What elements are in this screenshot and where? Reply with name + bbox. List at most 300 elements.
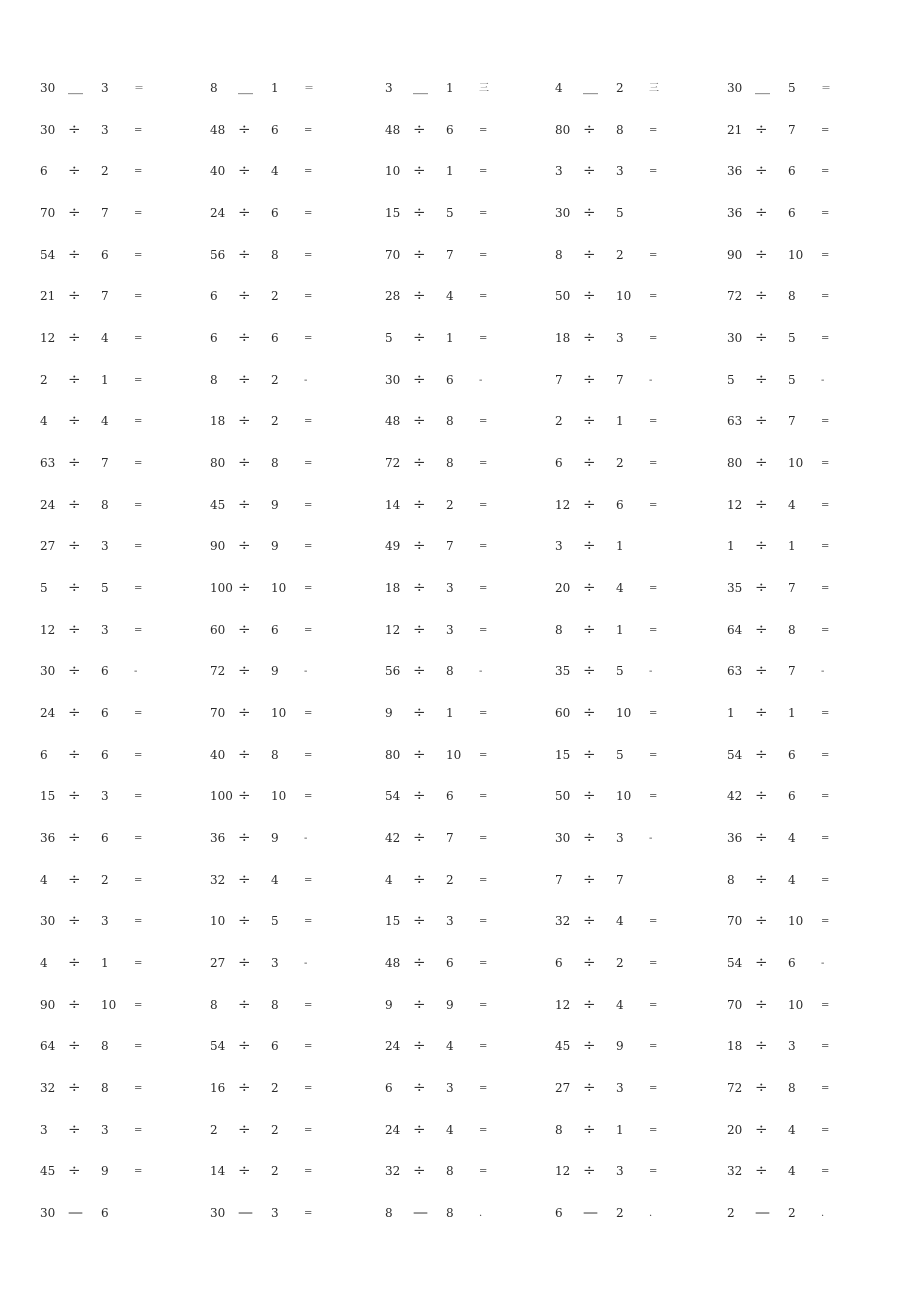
dividend: 9 <box>385 998 393 1012</box>
equals-sign: = <box>649 1000 658 1011</box>
equals-sign: = <box>479 416 488 427</box>
divisor: 6 <box>101 1206 109 1220</box>
dividend: 90 <box>40 998 56 1012</box>
equals-sign: = <box>134 875 143 886</box>
dividend: 35 <box>555 664 571 678</box>
divisor: 5 <box>271 914 279 928</box>
divisor: 6 <box>446 123 454 137</box>
operator: ÷ <box>413 786 426 804</box>
divisor: 5 <box>101 581 109 595</box>
divisor: 6 <box>271 1039 279 1053</box>
operator: ÷ <box>68 828 81 846</box>
equals-sign: = <box>304 250 313 261</box>
operator: ÷ <box>413 828 426 846</box>
equals-sign: = <box>479 333 488 344</box>
operator: ÷ <box>755 161 768 179</box>
operator: ＿ <box>755 78 771 96</box>
equals-sign: = <box>134 291 143 302</box>
equals-sign: = <box>479 500 488 511</box>
equals-sign: = <box>479 833 488 844</box>
operator: ÷ <box>755 828 768 846</box>
equals-sign: = <box>649 250 658 261</box>
equals-sign: - <box>649 375 653 386</box>
dividend: 27 <box>555 1081 571 1095</box>
equals-sign: = <box>821 1083 830 1094</box>
dividend: 6 <box>210 331 218 345</box>
dividend: 54 <box>727 956 743 970</box>
divisor: 7 <box>788 664 796 678</box>
equals-sign: = <box>821 583 830 594</box>
operator: ÷ <box>583 953 596 971</box>
operator: ÷ <box>755 703 768 721</box>
dividend: 3 <box>40 1123 48 1137</box>
dividend: 45 <box>40 1164 56 1178</box>
dividend: 30 <box>40 81 56 95</box>
divisor: 3 <box>616 1164 624 1178</box>
operator: ÷ <box>583 995 596 1013</box>
operator: ÷ <box>68 1078 81 1096</box>
dividend: 8 <box>727 873 735 887</box>
equals-sign: - <box>304 833 308 844</box>
operator: ÷ <box>413 1036 426 1054</box>
divisor: 2 <box>788 1206 796 1220</box>
operator: ÷ <box>755 1161 768 1179</box>
dividend: 3 <box>385 81 393 95</box>
operator: ÷ <box>238 1036 251 1054</box>
equals-sign: = <box>134 541 143 552</box>
operator: ÷ <box>413 120 426 138</box>
operator: ÷ <box>583 828 596 846</box>
divisor: 6 <box>101 706 109 720</box>
equals-sign: = <box>821 541 830 552</box>
divisor: 7 <box>446 539 454 553</box>
operator: ÷ <box>583 453 596 471</box>
equals-sign: = <box>479 916 488 927</box>
equals-sign: = <box>479 1000 488 1011</box>
equals-sign: = <box>304 291 313 302</box>
operator: ÷ <box>755 953 768 971</box>
equals-sign: = <box>821 458 830 469</box>
operator: ÷ <box>583 370 596 388</box>
divisor: 1 <box>616 1123 624 1137</box>
operator: ÷ <box>583 911 596 929</box>
divisor: 6 <box>446 373 454 387</box>
divisor: 1 <box>446 331 454 345</box>
operator: ÷ <box>583 870 596 888</box>
equals-sign: = <box>304 1083 313 1094</box>
divisor: 7 <box>101 456 109 470</box>
equals-sign: = <box>649 458 658 469</box>
divisor: 6 <box>101 248 109 262</box>
equals-sign: = <box>649 1125 658 1136</box>
dividend: 50 <box>555 789 571 803</box>
divisor: 1 <box>446 164 454 178</box>
operator: ÷ <box>238 411 251 429</box>
equals-sign: . <box>649 1208 653 1219</box>
operator: ÷ <box>583 1161 596 1179</box>
dividend: 30 <box>555 206 571 220</box>
equals-sign: = <box>821 208 830 219</box>
dividend: 10 <box>385 164 401 178</box>
dividend: 40 <box>210 748 226 762</box>
equals-sign: = <box>134 500 143 511</box>
operator: ÷ <box>413 1120 426 1138</box>
operator: ÷ <box>755 1120 768 1138</box>
equals-sign: = <box>304 500 313 511</box>
operator: ÷ <box>583 495 596 513</box>
equals-sign: - <box>821 375 825 386</box>
dividend: 54 <box>210 1039 226 1053</box>
operator: ÷ <box>583 786 596 804</box>
divisor: 8 <box>446 664 454 678</box>
dividend: 30 <box>40 664 56 678</box>
dividend: 12 <box>555 998 571 1012</box>
divisor: 4 <box>271 873 279 887</box>
dividend: 10 <box>210 914 226 928</box>
divisor: 10 <box>101 998 117 1012</box>
operator: — <box>238 1203 253 1221</box>
divisor: 3 <box>271 1206 279 1220</box>
dividend: 63 <box>727 664 743 678</box>
divisor: 8 <box>446 414 454 428</box>
dividend: 24 <box>40 498 56 512</box>
equals-sign: = <box>821 1000 830 1011</box>
divisor: 10 <box>788 914 804 928</box>
operator: ÷ <box>583 245 596 263</box>
operator: ÷ <box>583 411 596 429</box>
divisor: 3 <box>101 81 109 95</box>
divisor: 4 <box>616 998 624 1012</box>
dividend: 36 <box>210 831 226 845</box>
divisor: 8 <box>101 1081 109 1095</box>
dividend: 2 <box>210 1123 218 1137</box>
dividend: 8 <box>385 1206 393 1220</box>
divisor: 9 <box>101 1164 109 1178</box>
divisor: 2 <box>446 873 454 887</box>
divisor: 6 <box>101 664 109 678</box>
operator: ÷ <box>68 911 81 929</box>
equals-sign: = <box>479 166 488 177</box>
dividend: 48 <box>210 123 226 137</box>
operator: ÷ <box>755 328 768 346</box>
operator: ÷ <box>755 786 768 804</box>
dividend: 15 <box>555 748 571 762</box>
equals-sign: . <box>821 1208 825 1219</box>
dividend: 5 <box>385 331 393 345</box>
dividend: 2 <box>727 1206 735 1220</box>
operator: ÷ <box>68 495 81 513</box>
divisor: 2 <box>271 289 279 303</box>
dividend: 80 <box>210 456 226 470</box>
dividend: 30 <box>555 831 571 845</box>
equals-sign: = <box>479 1041 488 1052</box>
operator: — <box>583 1203 598 1221</box>
operator: ÷ <box>238 745 251 763</box>
operator: ÷ <box>238 203 251 221</box>
equals-sign: . <box>479 1208 483 1219</box>
divisor: 5 <box>616 748 624 762</box>
equals-sign: = <box>649 750 658 761</box>
dividend: 27 <box>210 956 226 970</box>
operator: ÷ <box>238 786 251 804</box>
dividend: 100 <box>210 789 233 803</box>
dividend: 45 <box>210 498 226 512</box>
operator: ÷ <box>755 911 768 929</box>
dividend: 50 <box>555 289 571 303</box>
divisor: 3 <box>446 914 454 928</box>
dividend: 64 <box>727 623 743 637</box>
equals-sign: = <box>134 916 143 927</box>
dividend: 12 <box>40 623 56 637</box>
dividend: 30 <box>40 123 56 137</box>
operator: — <box>755 1203 770 1221</box>
equals-sign: = <box>304 583 313 594</box>
dividend: 54 <box>40 248 56 262</box>
dividend: 72 <box>727 289 743 303</box>
equals-sign: - <box>304 666 308 677</box>
dividend: 5 <box>40 581 48 595</box>
equals-sign: = <box>649 1166 658 1177</box>
equals-sign: = <box>821 416 830 427</box>
operator: ÷ <box>68 620 81 638</box>
equals-sign: = <box>304 1125 313 1136</box>
divisor: 8 <box>271 248 279 262</box>
divisor: 4 <box>446 1039 454 1053</box>
operator: ÷ <box>583 286 596 304</box>
dividend: 18 <box>555 331 571 345</box>
divisor: 3 <box>101 1123 109 1137</box>
operator: ÷ <box>583 620 596 638</box>
equals-sign: = <box>304 1000 313 1011</box>
divisor: 7 <box>446 248 454 262</box>
operator: ÷ <box>68 1161 81 1179</box>
equals-sign: = <box>304 625 313 636</box>
operator: ÷ <box>413 328 426 346</box>
operator: ÷ <box>68 286 81 304</box>
divisor: 6 <box>446 789 454 803</box>
divisor: 2 <box>271 1164 279 1178</box>
divisor: 2 <box>101 873 109 887</box>
equals-sign: - <box>479 375 483 386</box>
divisor: 10 <box>788 248 804 262</box>
operator: ÷ <box>755 1078 768 1096</box>
equals-sign: = <box>649 416 658 427</box>
operator: ÷ <box>238 578 251 596</box>
divisor: 4 <box>788 1164 796 1178</box>
divisor: 9 <box>271 664 279 678</box>
equals-sign: = <box>649 333 658 344</box>
operator: ÷ <box>68 786 81 804</box>
operator: ÷ <box>238 536 251 554</box>
divisor: 6 <box>788 164 796 178</box>
operator: — <box>413 1203 428 1221</box>
equals-sign: = <box>479 291 488 302</box>
divisor: 10 <box>616 289 632 303</box>
divisor: 2 <box>616 1206 624 1220</box>
dividend: 12 <box>555 1164 571 1178</box>
operator: ÷ <box>413 870 426 888</box>
equals-sign: = <box>821 1125 830 1136</box>
divisor: 6 <box>616 498 624 512</box>
dividend: 70 <box>727 998 743 1012</box>
equals-sign: = <box>821 750 830 761</box>
equals-sign: = <box>479 250 488 261</box>
equals-sign: = <box>479 958 488 969</box>
operator: ÷ <box>413 286 426 304</box>
equals-sign: = <box>304 458 313 469</box>
divisor: 4 <box>446 1123 454 1137</box>
equals-sign: = <box>134 125 143 136</box>
dividend: 8 <box>210 81 218 95</box>
equals-sign: = <box>479 625 488 636</box>
dividend: 4 <box>385 873 393 887</box>
dividend: 30 <box>40 914 56 928</box>
operator: ÷ <box>68 995 81 1013</box>
divisor: 4 <box>101 414 109 428</box>
operator: ÷ <box>583 328 596 346</box>
divisor: 1 <box>788 539 796 553</box>
dividend: 8 <box>555 1123 563 1137</box>
operator: ÷ <box>413 1078 426 1096</box>
operator: ÷ <box>413 578 426 596</box>
divisor: 1 <box>446 706 454 720</box>
operator: ÷ <box>583 120 596 138</box>
equals-sign: = <box>479 1125 488 1136</box>
dividend: 40 <box>210 164 226 178</box>
operator: ÷ <box>755 745 768 763</box>
divisor: 6 <box>101 748 109 762</box>
dividend: 6 <box>385 1081 393 1095</box>
equals-sign: = <box>304 208 313 219</box>
divisor: 8 <box>446 1206 454 1220</box>
operator: ÷ <box>68 453 81 471</box>
operator: ÷ <box>755 1036 768 1054</box>
dividend: 16 <box>210 1081 226 1095</box>
operator: ÷ <box>238 370 251 388</box>
divisor: 7 <box>616 873 624 887</box>
equals-sign: - <box>304 958 308 969</box>
divisor: 8 <box>788 1081 796 1095</box>
equals-sign: = <box>134 791 143 802</box>
dividend: 48 <box>385 414 401 428</box>
dividend: 8 <box>210 998 218 1012</box>
operator: ÷ <box>583 1078 596 1096</box>
dividend: 36 <box>40 831 56 845</box>
operator: ÷ <box>413 661 426 679</box>
divisor: 10 <box>616 789 632 803</box>
equals-sign: = <box>821 708 830 719</box>
dividend: 30 <box>210 1206 226 1220</box>
equals-sign: = <box>304 916 313 927</box>
divisor: 6 <box>788 956 796 970</box>
operator: ÷ <box>68 870 81 888</box>
divisor: 5 <box>788 373 796 387</box>
dividend: 5 <box>727 373 735 387</box>
dividend: 32 <box>385 1164 401 1178</box>
operator: ÷ <box>68 245 81 263</box>
equals-sign: = <box>479 125 488 136</box>
equals-sign: = <box>134 208 143 219</box>
divisor: 6 <box>788 789 796 803</box>
divisor: 8 <box>271 456 279 470</box>
dividend: 32 <box>555 914 571 928</box>
operator: ÷ <box>413 911 426 929</box>
dividend: 70 <box>40 206 56 220</box>
equals-sign: = <box>479 1166 488 1177</box>
dividend: 72 <box>385 456 401 470</box>
equals-sign: = <box>134 166 143 177</box>
dividend: 12 <box>385 623 401 637</box>
divisor: 8 <box>788 289 796 303</box>
equals-sign: = <box>821 916 830 927</box>
operator: ÷ <box>238 120 251 138</box>
operator: ÷ <box>238 911 251 929</box>
divisor: 7 <box>788 123 796 137</box>
dividend: 15 <box>385 914 401 928</box>
equals-sign: - <box>821 958 825 969</box>
divisor: 6 <box>788 206 796 220</box>
equals-sign: = <box>479 208 488 219</box>
equals-sign: = <box>821 625 830 636</box>
operator: ÷ <box>413 536 426 554</box>
divisor: 6 <box>271 206 279 220</box>
operator: ÷ <box>755 495 768 513</box>
divisor: 10 <box>788 998 804 1012</box>
operator: ÷ <box>238 328 251 346</box>
operator: ÷ <box>755 536 768 554</box>
equals-sign: = <box>821 875 830 886</box>
divisor: 3 <box>788 1039 796 1053</box>
dividend: 20 <box>727 1123 743 1137</box>
divisor: 3 <box>446 581 454 595</box>
operator: ÷ <box>413 245 426 263</box>
operator: ÷ <box>68 1120 81 1138</box>
operator: ÷ <box>583 203 596 221</box>
dividend: 24 <box>385 1123 401 1137</box>
equals-sign: = <box>134 1041 143 1052</box>
dividend: 54 <box>385 789 401 803</box>
operator: ÷ <box>238 995 251 1013</box>
equals-sign: = <box>304 1208 313 1219</box>
operator: ÷ <box>413 995 426 1013</box>
divisor: 4 <box>616 914 624 928</box>
dividend: 6 <box>40 748 48 762</box>
divisor: 8 <box>616 123 624 137</box>
equals-sign: = <box>304 125 313 136</box>
operator: ÷ <box>238 1078 251 1096</box>
divisor: 8 <box>446 1164 454 1178</box>
dividend: 60 <box>210 623 226 637</box>
operator: ÷ <box>238 286 251 304</box>
dividend: 7 <box>555 373 563 387</box>
dividend: 7 <box>555 873 563 887</box>
equals-sign: = <box>304 1166 313 1177</box>
divisor: 6 <box>271 623 279 637</box>
divisor: 2 <box>616 81 624 95</box>
operator: ÷ <box>583 1120 596 1138</box>
operator: ÷ <box>413 745 426 763</box>
equals-sign: = <box>304 875 313 886</box>
divisor: 6 <box>788 748 796 762</box>
divisor: 7 <box>788 581 796 595</box>
dividend: 9 <box>385 706 393 720</box>
equals-sign: = <box>821 166 830 177</box>
divisor: 3 <box>101 623 109 637</box>
divisor: 7 <box>101 289 109 303</box>
equals-sign: = <box>134 958 143 969</box>
divisor: 10 <box>616 706 632 720</box>
dividend: 28 <box>385 289 401 303</box>
